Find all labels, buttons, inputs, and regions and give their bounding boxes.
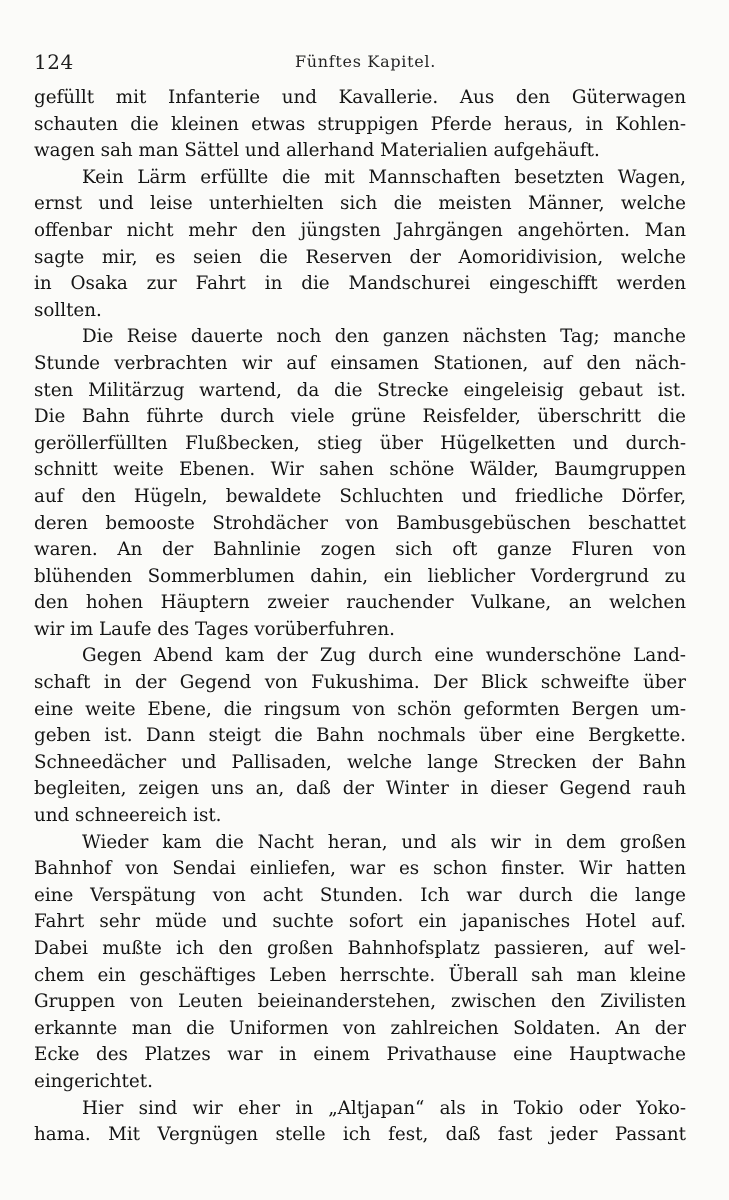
text-line: begleiten, zeigen uns an, daß der Winter in dieser Gegend rauh (34, 778, 686, 800)
text-line: Dabei mußte ich den großen Bahnhofsplatz passieren, auf wel- (34, 938, 686, 959)
text-line: wir im Laufe des Tages vorüberfuhren. (34, 618, 395, 640)
text-line: schaft in der Gegend von Fukushima. Der Blick schweifte über (34, 672, 686, 694)
text-line: offenbar nicht mehr den jüngsten Jahrgängen angehörten. Man (34, 219, 686, 241)
text-line: waren. An der Bahnlinie zogen sich oft ganze Fluren von (34, 539, 686, 561)
text-line: sollten. (34, 299, 102, 321)
text-line: geröllerfüllten Flußbecken, stieg über Hügelketten und durch- (34, 432, 686, 454)
text-line: Die Bahn führte durch viele grüne Reisfelder, überschritt die (34, 406, 686, 428)
text-line: deren bemooste Strohdächer von Bambusgebüschen beschattet (34, 512, 686, 534)
text-line: sten Militärzug wartend, da die Strecke eingeleisig gebaut ist. (34, 379, 686, 401)
text-line: Fahrt sehr müde und suchte sofort ein japanisches Hotel auf. (34, 911, 686, 933)
text-line: in Osaka zur Fahrt in die Mandschurei eingeschifft werden (34, 273, 686, 295)
paragraph (34, 85, 686, 165)
text-line: Ecke des Platzes war in einem Privathause eine Hauptwache (34, 1044, 686, 1066)
running-head (34, 50, 685, 74)
text-line: eine Verspätung von acht Stunden. Ich war durch die lange (34, 884, 686, 906)
text-line: erkannte man die Uniformen von zahlreichen Soldaten. An der (34, 1017, 686, 1039)
text-line: schauten die kleinen etwas struppigen Pferde heraus, in Kohlen- (34, 113, 686, 135)
text-line: auf den Hügeln, bewaldete Schluchten und friedliche Dörfer, (34, 485, 686, 507)
text-line: geben ist. Dann steigt die Bahn nochmals über eine Bergkette. (34, 725, 686, 747)
text-line: Hier sind wir eher in „Altjapan“ als in Tokio oder Yoko- (82, 1097, 686, 1119)
page-number: 124 (34, 50, 74, 74)
text-line: chem ein geschäftiges Leben herrschte. Überall sah man kleine (34, 964, 686, 986)
text-line: den hohen Häuptern zweier rauchender Vulkane, an welchen (34, 592, 686, 614)
paragraph (34, 830, 686, 1096)
text-line: hama. Mit Vergnügen stelle ich fest, daß fast jeder Passant (34, 1124, 686, 1146)
paragraph (34, 643, 686, 829)
text-line: eine weite Ebene, die ringsum von schön geformten Bergen um- (34, 698, 686, 720)
text-line: blühenden Sommerblumen dahin, ein lieblicher Vordergrund zu (34, 565, 686, 587)
text-line: und schneereich ist. (34, 805, 222, 827)
text-line: Die Reise dauerte noch den ganzen nächsten Tag; manche (82, 326, 686, 348)
paragraph (34, 1096, 686, 1149)
text-line: Kein Lärm erfüllte die mit Mannschaften besetzten Wagen, (82, 166, 686, 188)
text-line: gefüllt mit Infanterie und Kavallerie. Aus den Güterwagen (34, 87, 686, 108)
chapter-title: Fünftes Kapitel. (295, 52, 436, 71)
text-line: schnitt weite Ebenen. Wir sahen schöne Wälder, Baumgruppen (34, 459, 686, 481)
text-line: wagen sah man Sättel und allerhand Materialien aufgehäuft. (34, 140, 600, 162)
text-line: Stunde verbrachten wir auf einsamen Stationen, auf den näch- (34, 352, 686, 374)
text-line: Gegen Abend kam der Zug durch eine wunderschöne Land- (82, 645, 686, 667)
paragraph (34, 165, 686, 325)
text-line: ernst und leise unterhielten sich die meisten Männer, welche (34, 193, 686, 215)
text-line: sagte mir, es seien die Reserven der Aomoridivision, welche (34, 246, 686, 268)
text-line: Schneedächer und Pallisaden, welche lange Strecken der Bahn (34, 751, 686, 773)
body-text (34, 85, 686, 1149)
text-line: Gruppen von Leuten beieinanderstehen, zwischen den Zivilisten (34, 991, 686, 1013)
text-line: Bahnhof von Sendai einliefen, war es schon finster. Wir hatten (34, 858, 686, 880)
text-line: Wieder kam die Nacht heran, und als wir in dem großen (82, 831, 686, 853)
paragraph (34, 324, 686, 643)
text-line: eingerichtet. (34, 1070, 153, 1092)
